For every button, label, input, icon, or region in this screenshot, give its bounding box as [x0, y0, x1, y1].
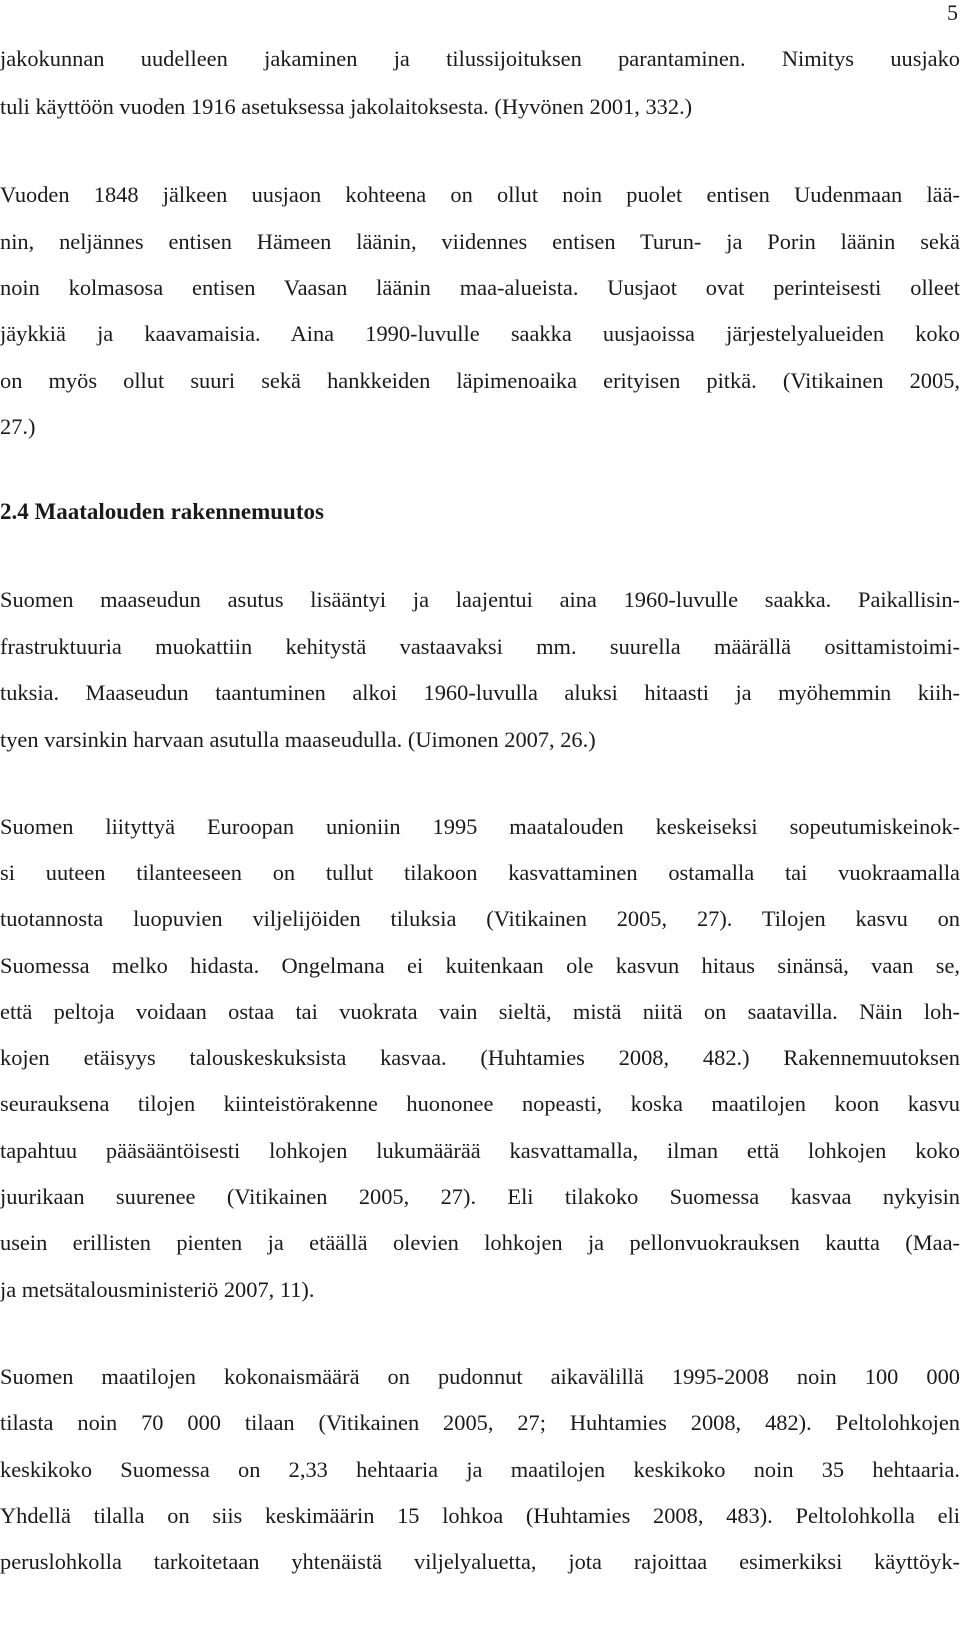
text-line: tapahtuu pääsääntöisesti lohkojen lukumäärää kasvattamalla, ilman että lohkojen koko [0, 1138, 960, 1163]
text-line: usein erillisten pienten ja etäällä olevien lohkojen ja pellonvuokrauksen kautta (Maa- [0, 1230, 960, 1255]
text-line: frastruktuuria muokattiin kehitystä vastaavaksi mm. suurella määrällä osittamistoimi- [0, 634, 960, 659]
text-line: Suomen maaseudun asutus lisääntyi ja laajentui aina 1960-luvulle saakka. Paikallisin- [0, 587, 960, 612]
text-line: tuli käyttöön vuoden 1916 asetuksessa jakolaitoksesta. (Hyvönen 2001, 332.) [0, 94, 693, 119]
text-line: nin, neljännes entisen Hämeen läänin, viidennes entisen Turun- ja Porin läänin sekä [0, 229, 960, 254]
section-heading: 2.4 Maatalouden rakennemuutos [0, 499, 324, 524]
text-line: jakokunnan uudelleen jakaminen ja tilussijoituksen parantaminen. Nimitys uusjako [0, 46, 960, 71]
text-line: tuksia. Maaseudun taantuminen alkoi 1960-luvulla aluksi hitaasti ja myöhemmin kiih- [0, 680, 960, 705]
text-line: Suomen liityttyä Euroopan unioniin 1995 maatalouden keskeiseksi sopeutumiskeinok- [0, 814, 960, 839]
text-line: peruslohkolla tarkoitetaan yhtenäistä viljelyaluetta, jota rajoittaa esimerkiksi käyttöyk- [0, 1549, 960, 1574]
text-line: tilasta noin 70 000 tilaan (Vitikainen 2005, 27; Huhtamies 2008, 482). Peltolohkojen [0, 1410, 960, 1435]
text-line: Vuoden 1848 jälkeen uusjaon kohteena on ollut noin puolet entisen Uudenmaan lää- [0, 182, 960, 207]
text-line: tuotannosta luopuvien viljelijöiden tiluksia (Vitikainen 2005, 27). Tilojen kasvu on [0, 906, 960, 931]
page-number: 5 [947, 0, 958, 25]
text-line: Suomessa melko hidasta. Ongelmana ei kuitenkaan ole kasvun hitaus sinänsä, vaan se, [0, 953, 960, 978]
text-line: 27.) [0, 414, 36, 439]
text-line: Yhdellä tilalla on siis keskimäärin 15 lohkoa (Huhtamies 2008, 483). Peltolohkolla eli [0, 1503, 960, 1528]
text-line: on myös ollut suuri sekä hankkeiden läpimenoaika erityisen pitkä. (Vitikainen 2005, [0, 368, 960, 393]
text-line: kojen etäisyys talouskeskuksista kasvaa. (Huhtamies 2008, 482.) Rakennemuutoksen [0, 1045, 960, 1070]
text-line: että peltoja voidaan ostaa tai vuokrata vain sieltä, mistä niitä on saatavilla. Näin loh- [0, 999, 960, 1024]
text-line: seurauksena tilojen kiinteistörakenne huononee nopeasti, koska maatilojen koon kasvu [0, 1091, 960, 1116]
text-line: ja metsätalousministeriö 2007, 11). [0, 1277, 315, 1302]
text-line: keskikoko Suomessa on 2,33 hehtaaria ja maatilojen keskikoko noin 35 hehtaaria. [0, 1457, 960, 1482]
text-line: Suomen maatilojen kokonaismäärä on pudonnut aikavälillä 1995-2008 noin 100 000 [0, 1364, 960, 1389]
text-line: jäykkiä ja kaavamaisia. Aina 1990-luvulle saakka uusjaoissa järjestelyalueiden koko [0, 321, 960, 346]
text-line: tyen varsinkin harvaan asutulla maaseudulla. (Uimonen 2007, 26.) [0, 727, 596, 752]
text-line: juurikaan suurenee (Vitikainen 2005, 27). Eli tilakoko Suomessa kasvaa nykyisin [0, 1184, 960, 1209]
text-line: si uuteen tilanteeseen on tullut tilakoon kasvattaminen ostamalla tai vuokraamalla [0, 860, 960, 885]
text-line: noin kolmasosa entisen Vaasan läänin maa-alueista. Uusjaot ovat perinteisesti olleet [0, 275, 960, 300]
